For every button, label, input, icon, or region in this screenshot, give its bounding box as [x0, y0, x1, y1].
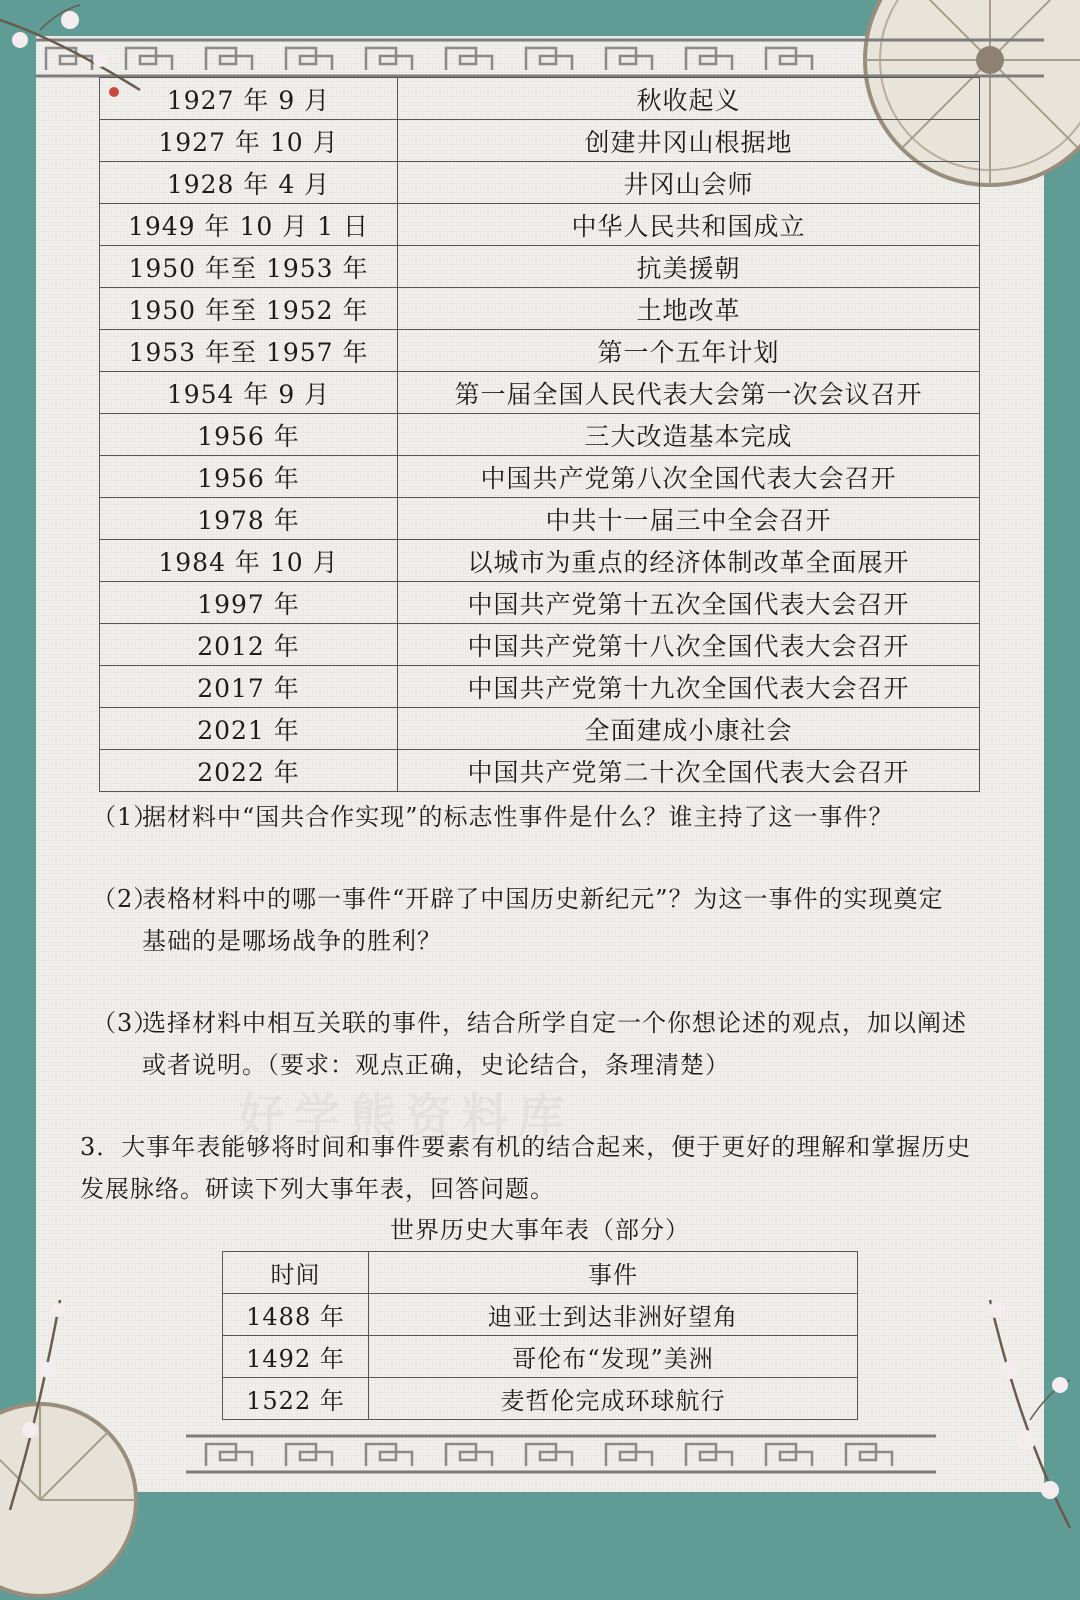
table-row [100, 78, 980, 120]
event-cell: 迪亚士到达非洲好望角 [369, 1294, 858, 1336]
event-cell: 抗美援朝 [398, 246, 980, 288]
date-cell: 1954 年 9 月 [100, 372, 398, 414]
table-row [100, 498, 980, 540]
date-cell: 1927 年 9 月 [100, 78, 398, 120]
table-row [100, 666, 980, 708]
event-cell: 全面建成小康社会 [398, 708, 980, 750]
event-cell: 中国共产党第十九次全国代表大会召开 [398, 666, 980, 708]
event-cell: 哥伦布“发现”美洲 [369, 1336, 858, 1378]
date-cell: 1956 年 [100, 414, 398, 456]
event-cell: 三大改造基本完成 [398, 414, 980, 456]
event-cell: 土地改革 [398, 288, 980, 330]
intro-line: 3．大事年表能够将时间和事件要素有机的结合起来，便于更好的理解和掌握历史 [80, 1133, 972, 1161]
question-number: （2） [92, 885, 159, 913]
table-row [100, 120, 980, 162]
table-row [223, 1378, 858, 1420]
event-cell: 第一个五年计划 [398, 330, 980, 372]
china-timeline-table [99, 77, 980, 792]
event-cell: 麦哲伦完成环球航行 [369, 1378, 858, 1420]
table-row [223, 1336, 858, 1378]
event-cell: 秋收起义 [398, 78, 980, 120]
table-row [100, 204, 980, 246]
event-cell: 中国共产党第十八次全国代表大会召开 [398, 624, 980, 666]
table-row [100, 750, 980, 792]
question-text: 选择材料中相互关联的事件，结合所学自定一个你想论述的观点，加以阐述 [142, 1009, 967, 1037]
date-cell: 1927 年 10 月 [100, 120, 398, 162]
time-cell: 1522 年 [223, 1378, 369, 1420]
table-row [223, 1294, 858, 1336]
date-cell: 2012 年 [100, 624, 398, 666]
table-header-row [223, 1252, 858, 1294]
date-cell: 2022 年 [100, 750, 398, 792]
question-text: 基础的是哪场战争的胜利？ [142, 927, 442, 955]
lattice-border-bottom [36, 1432, 1044, 1476]
event-cell: 第一届全国人民代表大会第一次会议召开 [398, 372, 980, 414]
event-cell: 创建井冈山根据地 [398, 120, 980, 162]
date-cell: 1978 年 [100, 498, 398, 540]
event-cell: 中国共产党第十五次全国代表大会召开 [398, 582, 980, 624]
table-row [100, 624, 980, 666]
question-3 [92, 1002, 992, 1086]
table-row [100, 414, 980, 456]
event-cell: 中国共产党第二十次全国代表大会召开 [398, 750, 980, 792]
time-cell: 1488 年 [223, 1294, 369, 1336]
table-row [100, 456, 980, 498]
table-row [100, 372, 980, 414]
table-row [100, 708, 980, 750]
date-cell: 1956 年 [100, 456, 398, 498]
table-row [100, 582, 980, 624]
table-row [100, 162, 980, 204]
date-cell: 2017 年 [100, 666, 398, 708]
event-cell: 中国共产党第八次全国代表大会召开 [398, 456, 980, 498]
world-table-caption: 世界历史大事年表（部分） [390, 1216, 690, 1244]
event-cell: 中华人民共和国成立 [398, 204, 980, 246]
table-row [100, 540, 980, 582]
column-header-time: 时间 [223, 1252, 369, 1294]
date-cell: 2021 年 [100, 708, 398, 750]
date-cell: 1997 年 [100, 582, 398, 624]
blossom-decoration [0, 1280, 110, 1510]
table-row [100, 246, 980, 288]
question-2 [92, 878, 992, 962]
table-row [100, 288, 980, 330]
lattice-border-top [36, 36, 1044, 80]
date-cell: 1928 年 4 月 [100, 162, 398, 204]
watermark: 好学熊资料库 [238, 1089, 574, 1143]
time-cell: 1492 年 [223, 1336, 369, 1378]
blossom-decoration [960, 1270, 1080, 1528]
question-number: （1） [92, 803, 159, 831]
date-cell: 1953 年至 1957 年 [100, 330, 398, 372]
intro-line: 发展脉络。研读下列大事年表，回答问题。 [80, 1175, 555, 1203]
event-cell: 中共十一届三中全会召开 [398, 498, 980, 540]
section-3-intro [80, 1126, 995, 1210]
question-text: 据材料中“国共合作实现”的标志性事件是什么？谁主持了这一事件？ [142, 803, 894, 831]
question-text: 表格材料中的哪一事件“开辟了中国历史新纪元”？为这一事件的实现奠定 [142, 885, 944, 913]
event-cell: 井冈山会师 [398, 162, 980, 204]
question-number: （3） [92, 1009, 159, 1037]
table-row [100, 330, 980, 372]
world-timeline-table [222, 1251, 858, 1420]
question-text: 或者说明。（要求：观点正确，史论结合，条理清楚） [142, 1051, 730, 1079]
event-cell: 以城市为重点的经济体制改革全面展开 [398, 540, 980, 582]
column-header-event: 事件 [369, 1252, 858, 1294]
date-cell: 1950 年至 1952 年 [100, 288, 398, 330]
question-1 [92, 796, 992, 838]
date-cell: 1950 年至 1953 年 [100, 246, 398, 288]
date-cell: 1949 年 10 月 1 日 [100, 204, 398, 246]
date-cell: 1984 年 10 月 [100, 540, 398, 582]
